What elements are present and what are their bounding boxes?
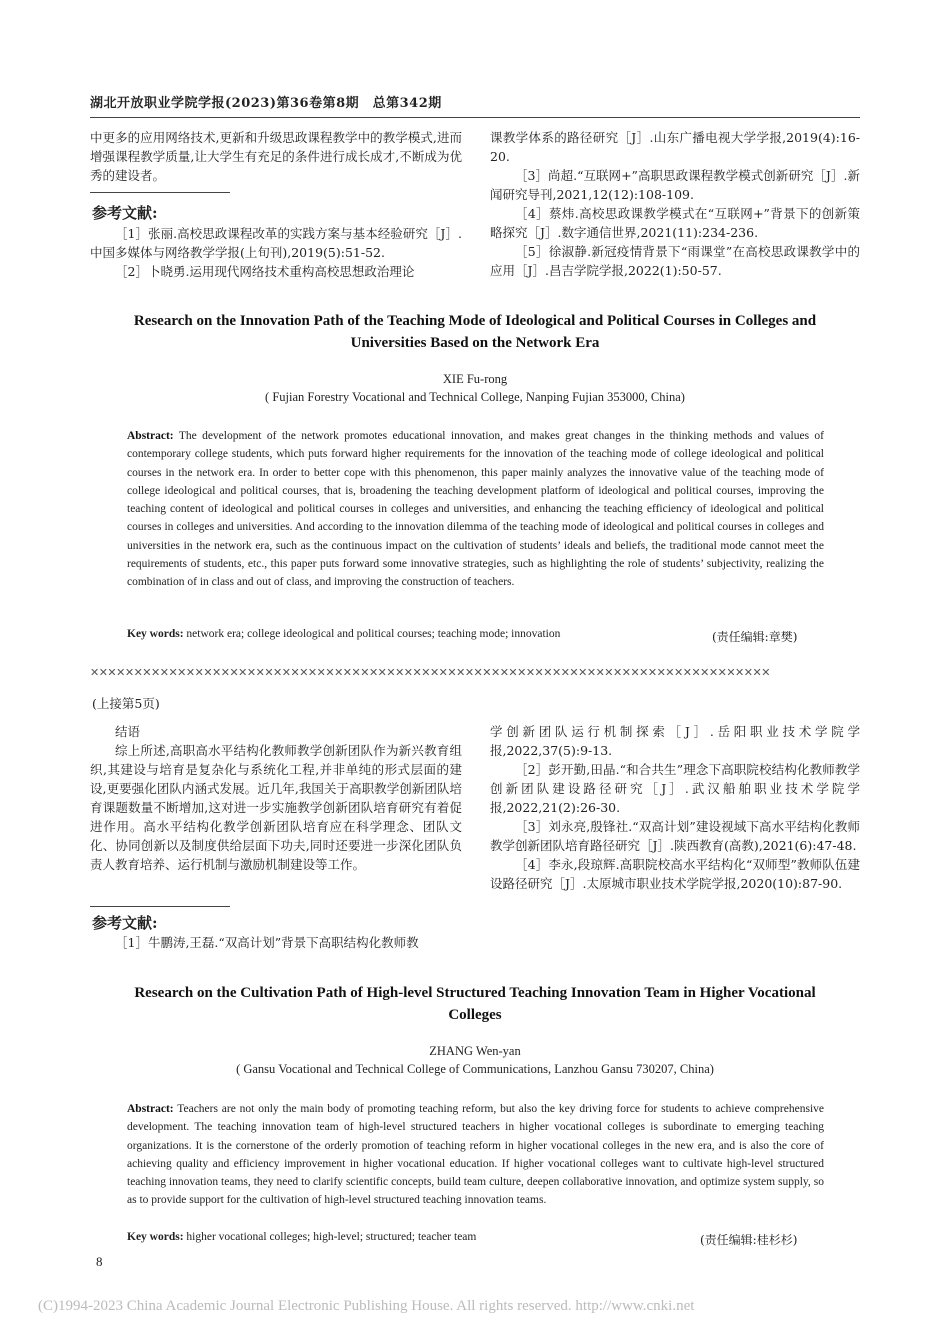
reference-item: ［2］彭开勤,田晶.“和合共生”理念下高职院校结构化教师教学创新团队建设路径研究［J］.武汉船舶职业技术学院学报,2022,21(2):26-30. xyxy=(490,762,860,815)
article2-abstract xyxy=(127,1100,824,1210)
article2-affiliation: ( Gansu Vocational and Technical College of Communications, Lanzhou Gansu 730207, China) xyxy=(236,1062,714,1076)
refs-separator xyxy=(90,192,230,193)
article2-editor: (责任编辑:桂杉杉) xyxy=(700,1233,798,1247)
article2-refs-heading: 参考文献: xyxy=(92,914,158,932)
article2-left-column xyxy=(90,722,462,874)
reference-item: ［3］刘永亮,殷锋社.“双高计划”建设视域下高水平结构化教师教学创新团队培育路径研究［J］.陕西教育(高教),2021(6):47-48. xyxy=(490,819,860,853)
article1-author: XIE Fu-rong xyxy=(442,372,508,386)
copyright-footer: (C)1994-2023 China Academic Journal Electronic Publishing House. All rights reserved. http://www.cnki.net xyxy=(38,1298,695,1314)
page-number: 8 xyxy=(96,1254,103,1269)
article1-refs-right xyxy=(490,128,860,280)
abstract-text: Teachers are not only the main body of promoting teaching reform, but also the key driving force for students to achieve comprehensive development. The teaching innovation team of high-level structured teachers in higher vocational colleges is subordinate to emerging teaching organizations. It is the cornerstone of the orderly promotion of teaching reform in higher vocational colleges in the new era, and is also the core of achieving quality and efficiency improvement in higher vocational education. If higher vocational colleges want to cultivate high-level structured teaching innovation teams, they need to clarify scientific concepts, build team culture, deepen collaborative innovation, and optimize system supply, so as to provide support for the cultivation of high-level structured teaching innovation teams. xyxy=(127,1103,824,1207)
article1-keywords xyxy=(127,628,687,640)
abstract-text: The development of the network promotes educational innovation, and makes great changes in the thinking methods and values of contemporary college students, which puts forward higher requirements for the innovation of the teaching mode of college ideological and political courses in the network era. In order to better cope with this phenomenon, this paper mainly analyzes the innovative value of the teaching mode of college ideological and political courses, that is, broadening the teaching development platform of ideological and political courses, improving the teaching content of ideological and political courses in colleges and universities, and enhancing the teaching efficiency of ideological and political courses in colleges and universities. And according to the innovation dilemma of the teaching mode of ideological and political courses in colleges and universities in the network era, such as the continuous impact on the cultivation of students’ ideals and beliefs, the traditional mode cannot meet the requirements of students, etc., this paper puts forward some innovative strategies, such as highlighting the role of students’ subjectivity, realizing the combination of in class and out of class, and improving the construction of teachers. xyxy=(127,430,825,589)
reference-item: ［5］徐淑静.新冠疫情背景下“雨课堂”在高校思政课教学中的应用［J］.昌吉学院学报,2022(1):50-57. xyxy=(490,244,860,278)
reference-item: 学创新团队运行机制探索［J］.岳阳职业技术学院学报,2022,37(5):9-13. xyxy=(490,724,860,758)
keywords-label: Key words: xyxy=(127,1231,184,1243)
article2-keywords xyxy=(127,1231,687,1243)
abstract-label: Abstract: xyxy=(127,1103,174,1115)
article1-refs-heading: 参考文献: xyxy=(92,204,158,222)
keywords-text: network era; college ideological and political courses; teaching mode; innovation xyxy=(186,628,561,640)
keywords-label: Key words: xyxy=(127,628,184,640)
abstract-label: Abstract: xyxy=(127,430,174,442)
continued-note: (上接第5页) xyxy=(92,696,160,711)
article1-affiliation: ( Fujian Forestry Vocational and Technical College, Nanping Fujian 353000, China) xyxy=(265,390,685,404)
article1-refs-left xyxy=(90,224,462,281)
reference-item: ［1］牛鹏涛,王磊.“双高计划”背景下高职结构化教师教 xyxy=(115,935,419,950)
article1-editor: (责任编辑:章樊) xyxy=(712,630,798,644)
reference-item: ［4］蔡炜.高校思政课教学模式在“互联网+”背景下的创新策略探究［J］.数字通信世界,2021(11):234-236. xyxy=(490,206,860,240)
article1-english-title: Research on the Innovation Path of the Teaching Mode of Ideological and Political Courses in Colleges and Universities Based on the Network Era xyxy=(133,313,817,351)
reference-item: ［3］尚超.“互联网+”高职思政课程教学模式创新研究［J］.新闻研究导刊,2021,12(12):108-109. xyxy=(490,168,860,202)
conclusion-heading: 结语 xyxy=(115,724,141,739)
article2-refs-right xyxy=(490,722,860,893)
keywords-text: higher vocational colleges; high-level; structured; teacher team xyxy=(186,1231,477,1243)
article2-body-text: 综上所述,高职高水平结构化教师教学创新团队作为新兴教育组织,其建设与培育是复杂化与系统化工程,并非单纯的形式层面的建设,更要强化团队内涵式发展。近几年,我国关于高职教学创新团队培育课题数量不断增加,这对进一步实施教学创新团队培育研究有着促进作用。高水平结构化教学创新团队培育应在科学理念、团队文化、协同创新以及制度供给层面下功夫,同时还要进一步深化团队负责人教育培养、运行机制与激励机制建设等工作。 xyxy=(90,743,462,872)
reference-item: ［2］卜晓勇.运用现代网络技术重构高校思想政治理论 xyxy=(115,264,415,279)
article1-abstract xyxy=(127,427,824,592)
reference-item: ［1］张丽.高校思政课程改革的实践方案与基本经验研究［J］.中国多媒体与网络教学学报(上旬刊),2019(5):51-52. xyxy=(90,226,462,260)
reference-item: ［4］李永,段琼辉.高职院校高水平结构化“双师型”教师队伍建设路径研究［J］.太原城市职业技术学院学报,2020(10):87-90. xyxy=(490,857,860,891)
article-divider: ✕✕✕✕✕✕✕✕✕✕✕✕✕✕✕✕✕✕✕✕✕✕✕✕✕✕✕✕✕✕✕✕✕✕✕✕✕✕✕✕✕✕✕✕✕✕✕✕✕✕✕✕✕✕✕✕✕✕✕✕✕✕✕✕✕✕✕✕✕✕✕✕✕✕✕✕✕✕ xyxy=(90,666,770,679)
article1-left-column xyxy=(90,128,462,185)
article2-refs-left xyxy=(90,933,462,952)
article1-body-text: 中更多的应用网络技术,更新和升级思政课程教学中的教学模式,进而增强课程教学质量,让大学生有充足的条件进行成长成才,不断成为优秀的建设者。 xyxy=(90,130,462,183)
refs-separator xyxy=(90,906,230,907)
reference-item: 课教学体系的路径研究［J］.山东广播电视大学学报,2019(4):16-20. xyxy=(490,130,860,164)
running-header: 湖北开放职业学院学报(2023)第36卷第8期 总第342期 xyxy=(90,92,860,118)
article2-english-title: Research on the Cultivation Path of High-level Structured Teaching Innovation Team in Higher Vocational Colleges xyxy=(134,985,816,1023)
article2-author: ZHANG Wen-yan xyxy=(429,1044,521,1058)
